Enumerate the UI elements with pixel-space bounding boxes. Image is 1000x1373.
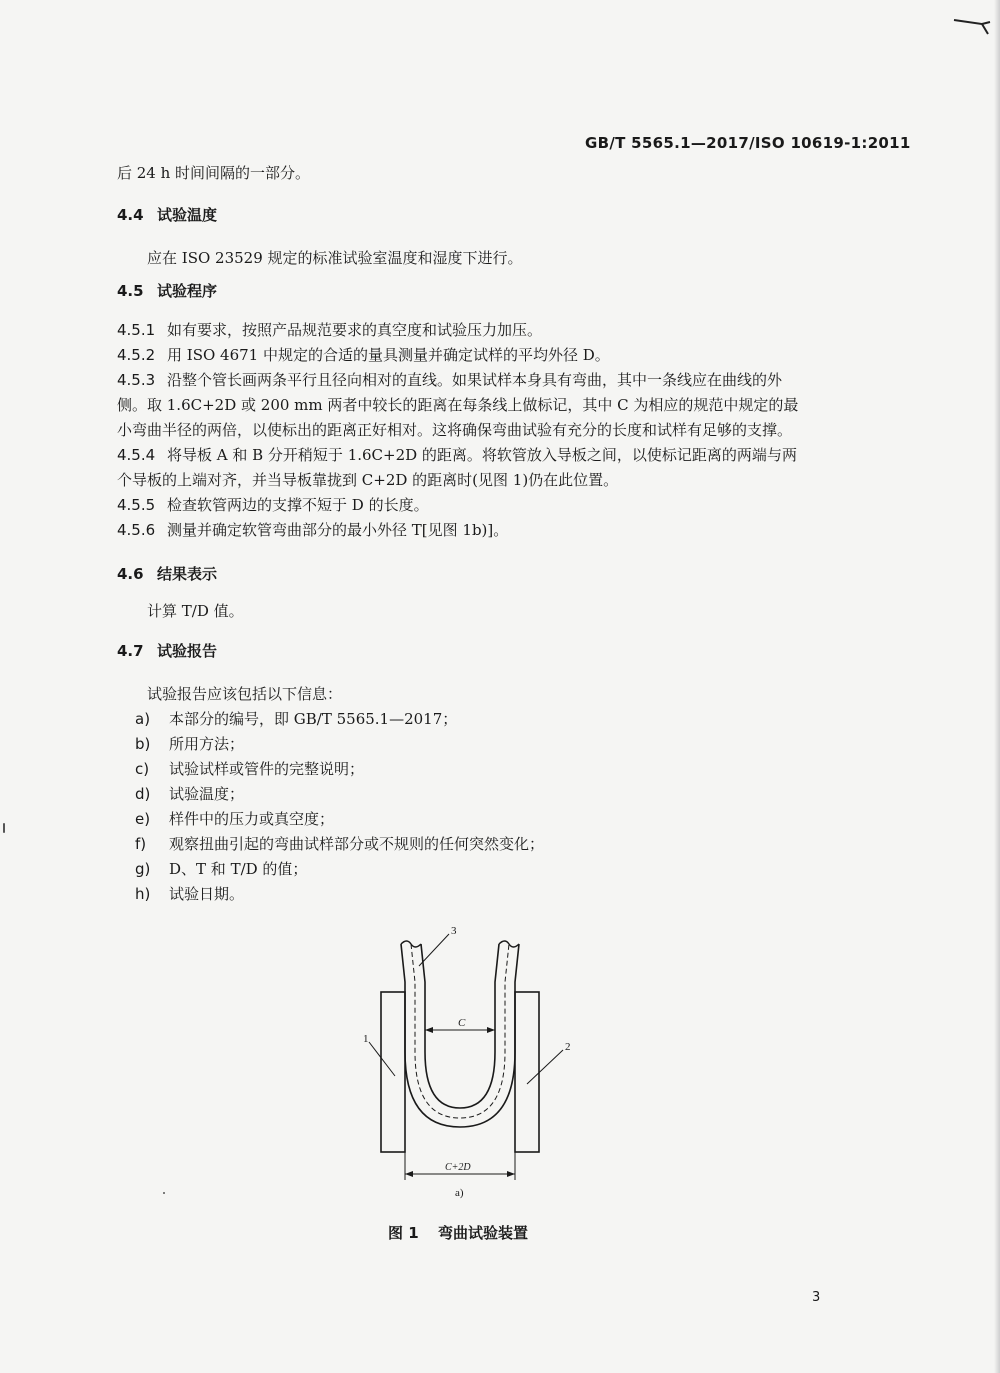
clause-4-5-4 xyxy=(117,444,797,465)
list-text: 试验温度； xyxy=(169,785,245,803)
intro-line: 后 24 h 时间间隔的一部分。 xyxy=(117,164,311,182)
guide-plate-b xyxy=(515,992,539,1152)
report-intro: 试验报告应该包括以下信息： xyxy=(147,685,343,703)
list-label: h) xyxy=(135,885,151,903)
guide-plate-a xyxy=(381,992,405,1152)
list-text: 试验试样或管件的完整说明； xyxy=(169,760,365,778)
section-title: 结果表示 xyxy=(157,565,218,583)
list-label: c) xyxy=(135,760,150,778)
scan-corner-mark xyxy=(952,14,992,44)
leader-2 xyxy=(527,1050,563,1084)
clause-4-5-3-cont-2: 小弯曲半径的两倍，以使标出的距离正好相对。这将确保弯曲试验有充分的长度和试样有足够的支撑。 xyxy=(117,421,793,439)
scan-speck xyxy=(3,823,5,833)
clause-text: 测量并确定软管弯曲部分的最小外径 T[见图 1b)]。 xyxy=(167,521,509,539)
list-label: e) xyxy=(135,810,151,828)
dimension-c2d-arrow-right xyxy=(507,1171,515,1177)
list-text: 所用方法； xyxy=(169,735,245,753)
section-4-6-heading xyxy=(117,563,217,584)
clause-text: 用 ISO 4671 中规定的合适的量具测量并确定试样的平均外径 D。 xyxy=(167,346,610,364)
callout-1: 1 xyxy=(363,1033,369,1045)
figure-title: 弯曲试验装置 xyxy=(438,1224,529,1242)
dimension-c-arrow-right xyxy=(487,1027,495,1033)
section-number: 4.4 xyxy=(117,206,144,224)
scan-speck xyxy=(163,1192,165,1194)
section-title: 试验程序 xyxy=(157,282,218,300)
list-label: d) xyxy=(135,785,151,803)
clause-4-5-3-cont-1: 侧。取 1.6C+2D 或 200 mm 两者中较长的距离在每条线上做标记，其中 C 为相应的规范中规定的最 xyxy=(117,396,799,414)
clause-4-5-1 xyxy=(117,319,542,340)
scan-edge-shadow xyxy=(994,0,1000,1373)
standard-header: GB/T 5565.1—2017/ISO 10619-1:2011 xyxy=(585,134,911,152)
clause-number: 4.5.3 xyxy=(117,371,156,389)
section-4-7-heading xyxy=(117,640,217,661)
clause-4-5-2 xyxy=(117,344,610,365)
figure-caption xyxy=(388,1222,528,1243)
figure-number: 图 1 xyxy=(388,1224,419,1242)
clause-number: 4.5.5 xyxy=(117,496,156,514)
clause-text: 沿整个管长画两条平行且径向相对的直线。如果试样本身具有弯曲，其中一条线应在曲线的外 xyxy=(167,371,783,389)
callout-3: 3 xyxy=(451,925,457,937)
section-number: 4.7 xyxy=(117,642,144,660)
bend-test-figure xyxy=(355,922,595,1202)
clause-4-5-6 xyxy=(117,519,508,540)
list-label: b) xyxy=(135,735,151,753)
dimension-c-label: C xyxy=(458,1017,466,1029)
subfigure-label: a) xyxy=(455,1187,464,1199)
list-label: a) xyxy=(135,710,151,728)
report-item-e xyxy=(135,808,334,829)
dimension-c2d-label: C+2D xyxy=(445,1162,471,1173)
clause-number: 4.5.4 xyxy=(117,446,156,464)
report-item-a xyxy=(135,708,457,729)
clause-4-5-4-cont: 个导板的上端对齐，并当导板靠拢到 C+2D 的距离时(见图 1)仍在此位置。 xyxy=(117,471,619,489)
section-title: 试验温度 xyxy=(157,206,218,224)
clause-number: 4.5.2 xyxy=(117,346,156,364)
list-label: f) xyxy=(135,835,147,853)
list-text: D、T 和 T/D 的值； xyxy=(169,860,308,878)
section-4-4-body: 应在 ISO 23529 规定的标准试验室温度和湿度下进行。 xyxy=(147,249,523,267)
section-4-6-body: 计算 T/D 值。 xyxy=(147,602,244,620)
leader-1 xyxy=(369,1042,395,1076)
list-text: 样件中的压力或真空度； xyxy=(169,810,335,828)
list-text: 试验日期。 xyxy=(169,885,245,903)
list-label: g) xyxy=(135,860,151,878)
clause-text: 如有要求，按照产品规范要求的真空度和试验压力加压。 xyxy=(167,321,543,339)
dimension-c2d-arrow-left xyxy=(405,1171,413,1177)
clause-4-5-3 xyxy=(117,369,782,390)
section-number: 4.5 xyxy=(117,282,144,300)
section-4-4-heading xyxy=(117,204,217,225)
callout-2: 2 xyxy=(565,1041,571,1053)
section-number: 4.6 xyxy=(117,565,144,583)
clause-text: 将导板 A 和 B 分开稍短于 1.6C+2D 的距离。将软管放入导板之间，以使标记距离的两端与两 xyxy=(167,446,797,464)
report-item-f xyxy=(135,833,544,854)
report-item-g xyxy=(135,858,307,879)
report-item-h xyxy=(135,883,244,904)
page-number: 3 xyxy=(812,1290,821,1305)
list-text: 观察扭曲引起的弯曲试样部分或不规则的任何突然变化； xyxy=(169,835,545,853)
clause-text: 检查软管两边的支撑不短于 D 的长度。 xyxy=(167,496,429,514)
leader-3 xyxy=(419,934,449,966)
report-item-b xyxy=(135,733,244,754)
report-item-c xyxy=(135,758,364,779)
section-4-5-heading xyxy=(117,280,217,301)
hose-outer-wall xyxy=(401,944,519,1127)
section-title: 试验报告 xyxy=(157,642,218,660)
clause-number: 4.5.6 xyxy=(117,521,156,539)
clause-number: 4.5.1 xyxy=(117,321,156,339)
report-item-d xyxy=(135,783,244,804)
list-text: 本部分的编号，即 GB/T 5565.1—2017； xyxy=(169,710,458,728)
clause-4-5-5 xyxy=(117,494,429,515)
dimension-c-arrow-left xyxy=(425,1027,433,1033)
